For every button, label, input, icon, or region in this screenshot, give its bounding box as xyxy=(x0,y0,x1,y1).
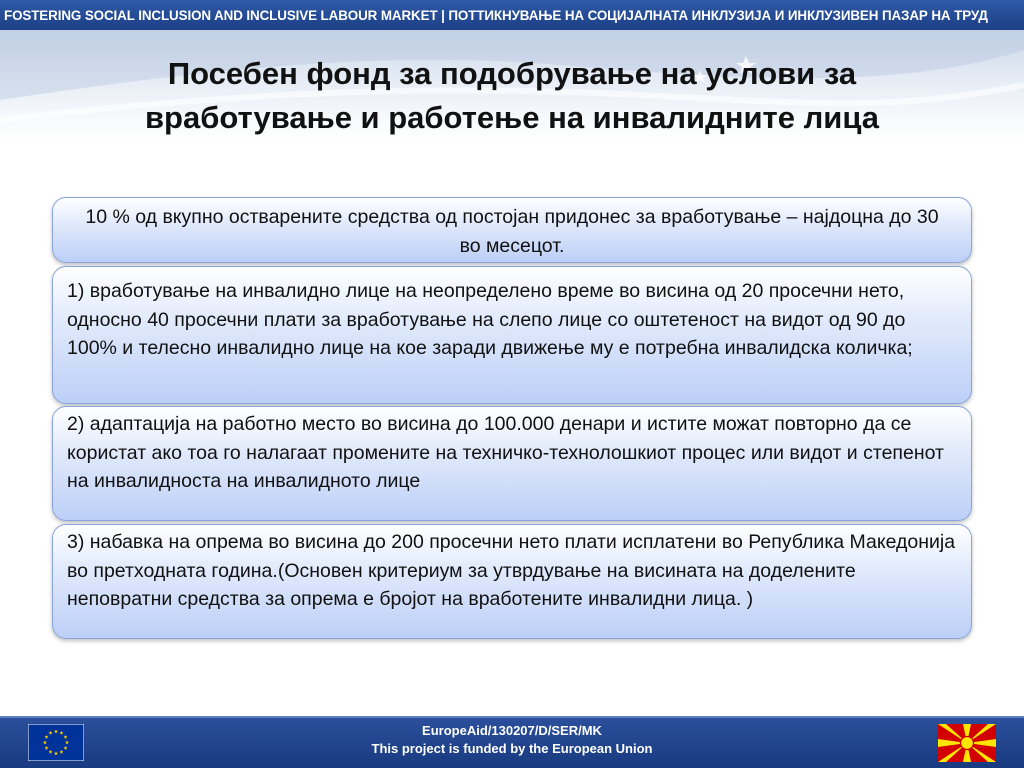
banner-text: FOSTERING SOCIAL INCLUSION AND INCLUSIVE LABOUR MARKET | ПОТТИКНУВАЊЕ НА СОЦИЈАЛНАТА ИНКЛУЗИЈА И ИНКЛУЗИВЕН ПАЗАР НА ТРУД xyxy=(4,7,988,23)
footer-project-code: EuropeAid/130207/D/SER/MK xyxy=(422,723,602,738)
eu-flag-icon xyxy=(28,724,84,761)
intro-box: 10 % од вкупно остварените средства од постојан придонес за вработување – најдоцна до 30 во месецот. xyxy=(52,197,972,263)
footer-bar xyxy=(0,716,1024,768)
top-banner xyxy=(0,0,1024,30)
page-title-line-1: Посебен фонд за подобрување на услови за xyxy=(167,56,857,91)
north-macedonia-flag-icon xyxy=(938,724,996,762)
page-title-line-2: вработување и работење на инвалидните лица xyxy=(144,100,880,135)
item-box-1: 1) вработување на инвалидно лице на неопределено време во висина од 20 просечни нето, односно 40 просечни плати за вработување на слепо лице со оштетеност на видот од 90 до 100% и телесно инвалидно лице на кое заради движење му е потребна инвалидска количка; xyxy=(52,266,972,404)
footer-text xyxy=(300,722,724,758)
item-box-3: 3) набавка на опрема во висина до 200 просечни нето плати исплатени во Република Македонија во претходната година.(Основен критериум за утврдување на висината на доделените неповратни средства за опрема е бројот на вработените инвалидни лица. ) xyxy=(52,524,972,639)
footer-funding-note: This project is funded by the European Union xyxy=(371,741,653,756)
page-title xyxy=(40,52,984,140)
item-box-2: 2) адаптација на работно место во висина до 100.000 денари и истите можат повторно да се користат ако тоа го налагаат промените на техничко-технолошкиот процес или видот и степенот на инвалидноста на инвалидното лице xyxy=(52,406,972,521)
